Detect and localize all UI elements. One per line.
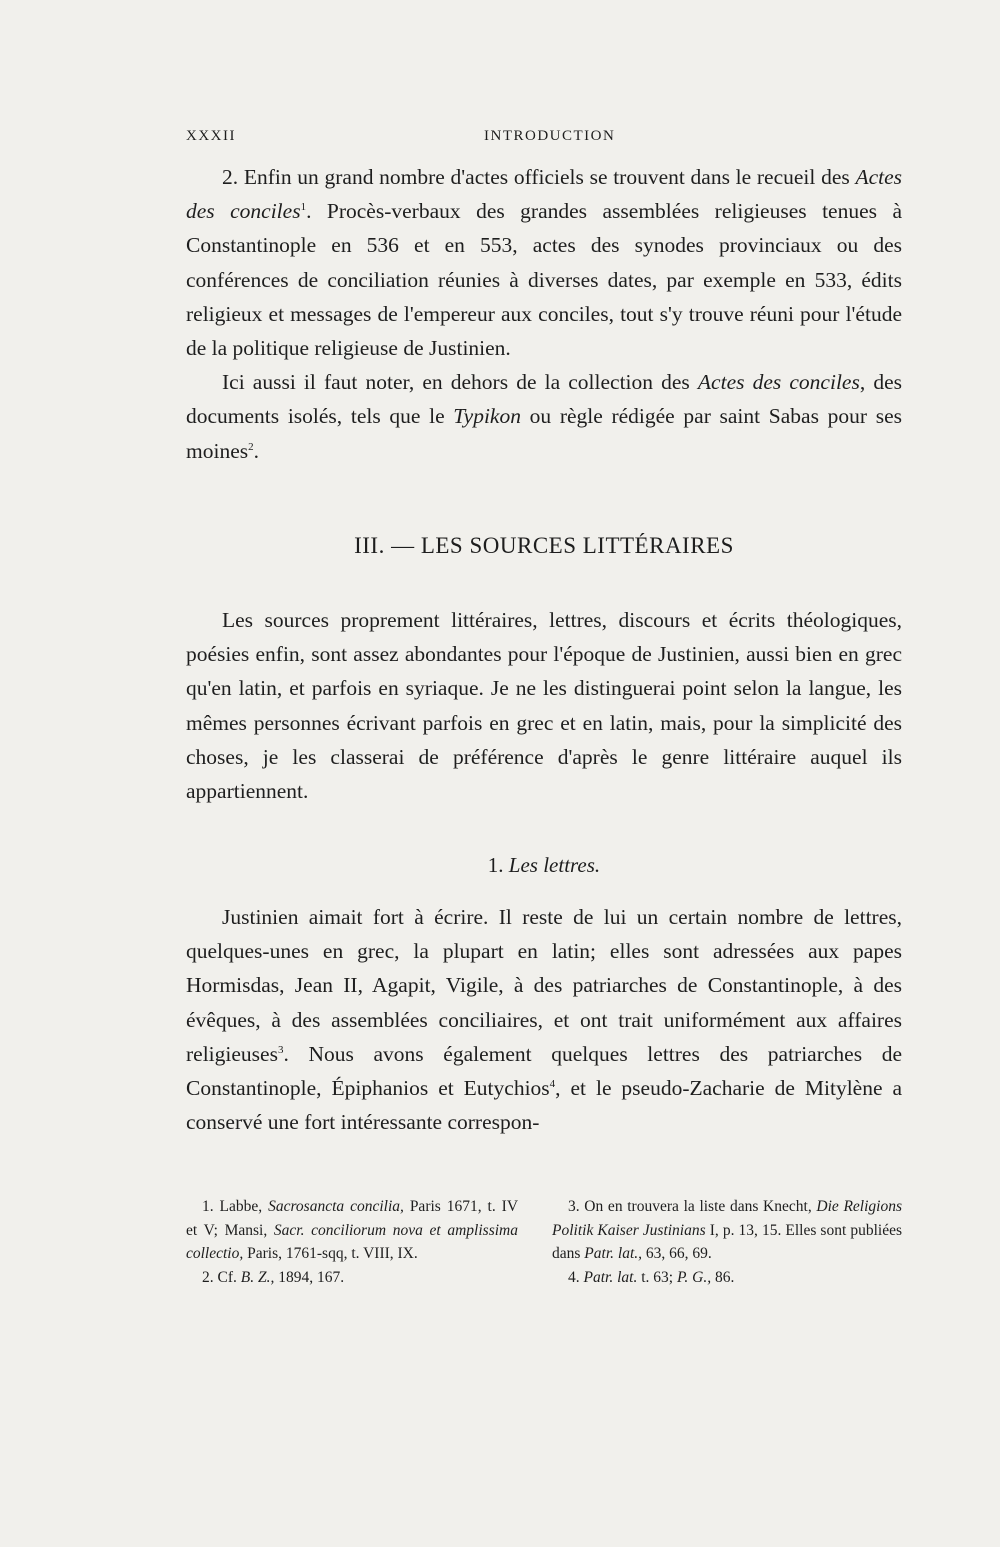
- text-run: 1. Labbe,: [202, 1198, 269, 1215]
- footnote-ref: 2: [248, 440, 254, 453]
- paragraph-actes-conciles: [186, 160, 902, 365]
- text-run: , des documents isolés, tels que le: [186, 370, 902, 429]
- text-run: I, p. 13, 15. Elles sont publiées dans: [552, 1221, 902, 1262]
- footnote-3: [552, 1195, 902, 1266]
- italic-title: Sacrosancta concilia,: [268, 1198, 404, 1215]
- running-header: [186, 128, 902, 150]
- italic-title: Patr. lat.: [583, 1268, 638, 1286]
- italic-title: Actes des conciles: [697, 370, 860, 395]
- text-run: . Procès-verbaux des grandes assemblées religieuses tenues à Constantinople en 536 et en 553, actes des synodes provinciaux ou des conférences de conciliation réunies à diverses dates, par exemple en 533, édits religieux et messages de l'empereur aux conciles, tout s'y trouve réuni pour l'étude de la politique religieuse de Justinien.: [186, 199, 902, 361]
- sub-heading-number: 1.: [487, 853, 509, 877]
- footnote-ref: 3: [277, 1043, 284, 1056]
- italic-title: B. Z.,: [240, 1268, 275, 1286]
- text-run: ou règle rédigée par saint Sabas pour ses moines: [186, 404, 902, 463]
- sub-heading-title: Les lettres.: [508, 853, 601, 877]
- footnotes-left-column: [186, 1195, 518, 1289]
- text-run: Paris 1671, t. IV et V; Mansi,: [186, 1198, 519, 1239]
- footnote-ref: 4: [549, 1077, 556, 1090]
- italic-title: Typikon: [453, 404, 521, 429]
- text-run: , et le pseudo-Zacharie de Mitylène a conservé une fort intéressante correspon-: [186, 1076, 903, 1135]
- footnote-1: [186, 1195, 518, 1266]
- page-number: XXXII: [186, 128, 236, 144]
- text-run: 2. Enfin un grand nombre d'actes officiels se trouvent dans le recueil des: [222, 165, 856, 189]
- text-block-lettres: [186, 900, 902, 1139]
- italic-title: Sacr. conciliorum nova et amplissima collectio,: [186, 1221, 518, 1262]
- footnote-4: [552, 1266, 902, 1290]
- text-run: 4.: [568, 1268, 584, 1286]
- paragraph-lettres: [186, 900, 902, 1139]
- footnotes-right-column: [552, 1195, 902, 1289]
- text-block-actes: [186, 160, 902, 468]
- footnote-ref: 1: [300, 201, 307, 214]
- text-run: 63, 66, 69.: [642, 1245, 712, 1262]
- italic-title: P. G.,: [676, 1268, 712, 1286]
- text-run: t. 63;: [637, 1268, 677, 1286]
- italic-title: Patr. lat.,: [584, 1245, 642, 1262]
- running-title: INTRODUCTION: [484, 128, 616, 144]
- text-run: 1894, 167.: [274, 1268, 345, 1286]
- text-run: Justinien aimait fort à écrire. Il reste de lui un certain nombre de lettres, quelques-unes en grec, la plupart en latin; elles sont adressées aux papes Hormisdas, Jean II, Agapit, Vigile, à des patriarches de Constantinople, à des évêques, à des assemblées conciliaires, et ont trait uniformément aux affaires religieuses: [186, 905, 902, 1066]
- paragraph-sources-litteraires: Les sources proprement littéraires, lettres, discours et écrits théologiques, poésies enfin, sont assez abondantes pour l'époque de Justinien, aussi bien en grec qu'en latin, et parfois en syriaque. Je ne les distinguerai point selon la langue, les mêmes personnes écrivant parfois en grec et en latin, mais, pour la simplicité des choses, je les classerai de préférence d'après le genre littéraire auquel ils appartiennent.: [186, 608, 902, 804]
- section-heading: III. — LES SOURCES LITTÉRAIRES: [354, 533, 734, 558]
- sub-heading: [186, 853, 902, 878]
- text-run: 3. On en trouvera la liste dans Knecht,: [568, 1198, 817, 1215]
- text-run: 86.: [711, 1268, 735, 1286]
- italic-title: Die Religions Politik Kaiser Justinians: [552, 1198, 902, 1239]
- text-run: .: [253, 438, 259, 463]
- text-run: Paris, 1761-sqq, t. VIII, IX.: [243, 1245, 418, 1262]
- text-run: 2. Cf.: [202, 1268, 241, 1286]
- text-block-sources: [186, 603, 902, 808]
- text-run: . Nous avons également quelques lettres des patriarches de Constantinople, Épiphanios et Eutychios: [186, 1041, 902, 1101]
- text-run: Ici aussi il faut noter, en dehors de la collection des: [222, 370, 698, 395]
- italic-title: Actes des conciles: [186, 165, 902, 224]
- paragraph-documents-isoles: [186, 365, 902, 468]
- footnote-2: [186, 1266, 518, 1290]
